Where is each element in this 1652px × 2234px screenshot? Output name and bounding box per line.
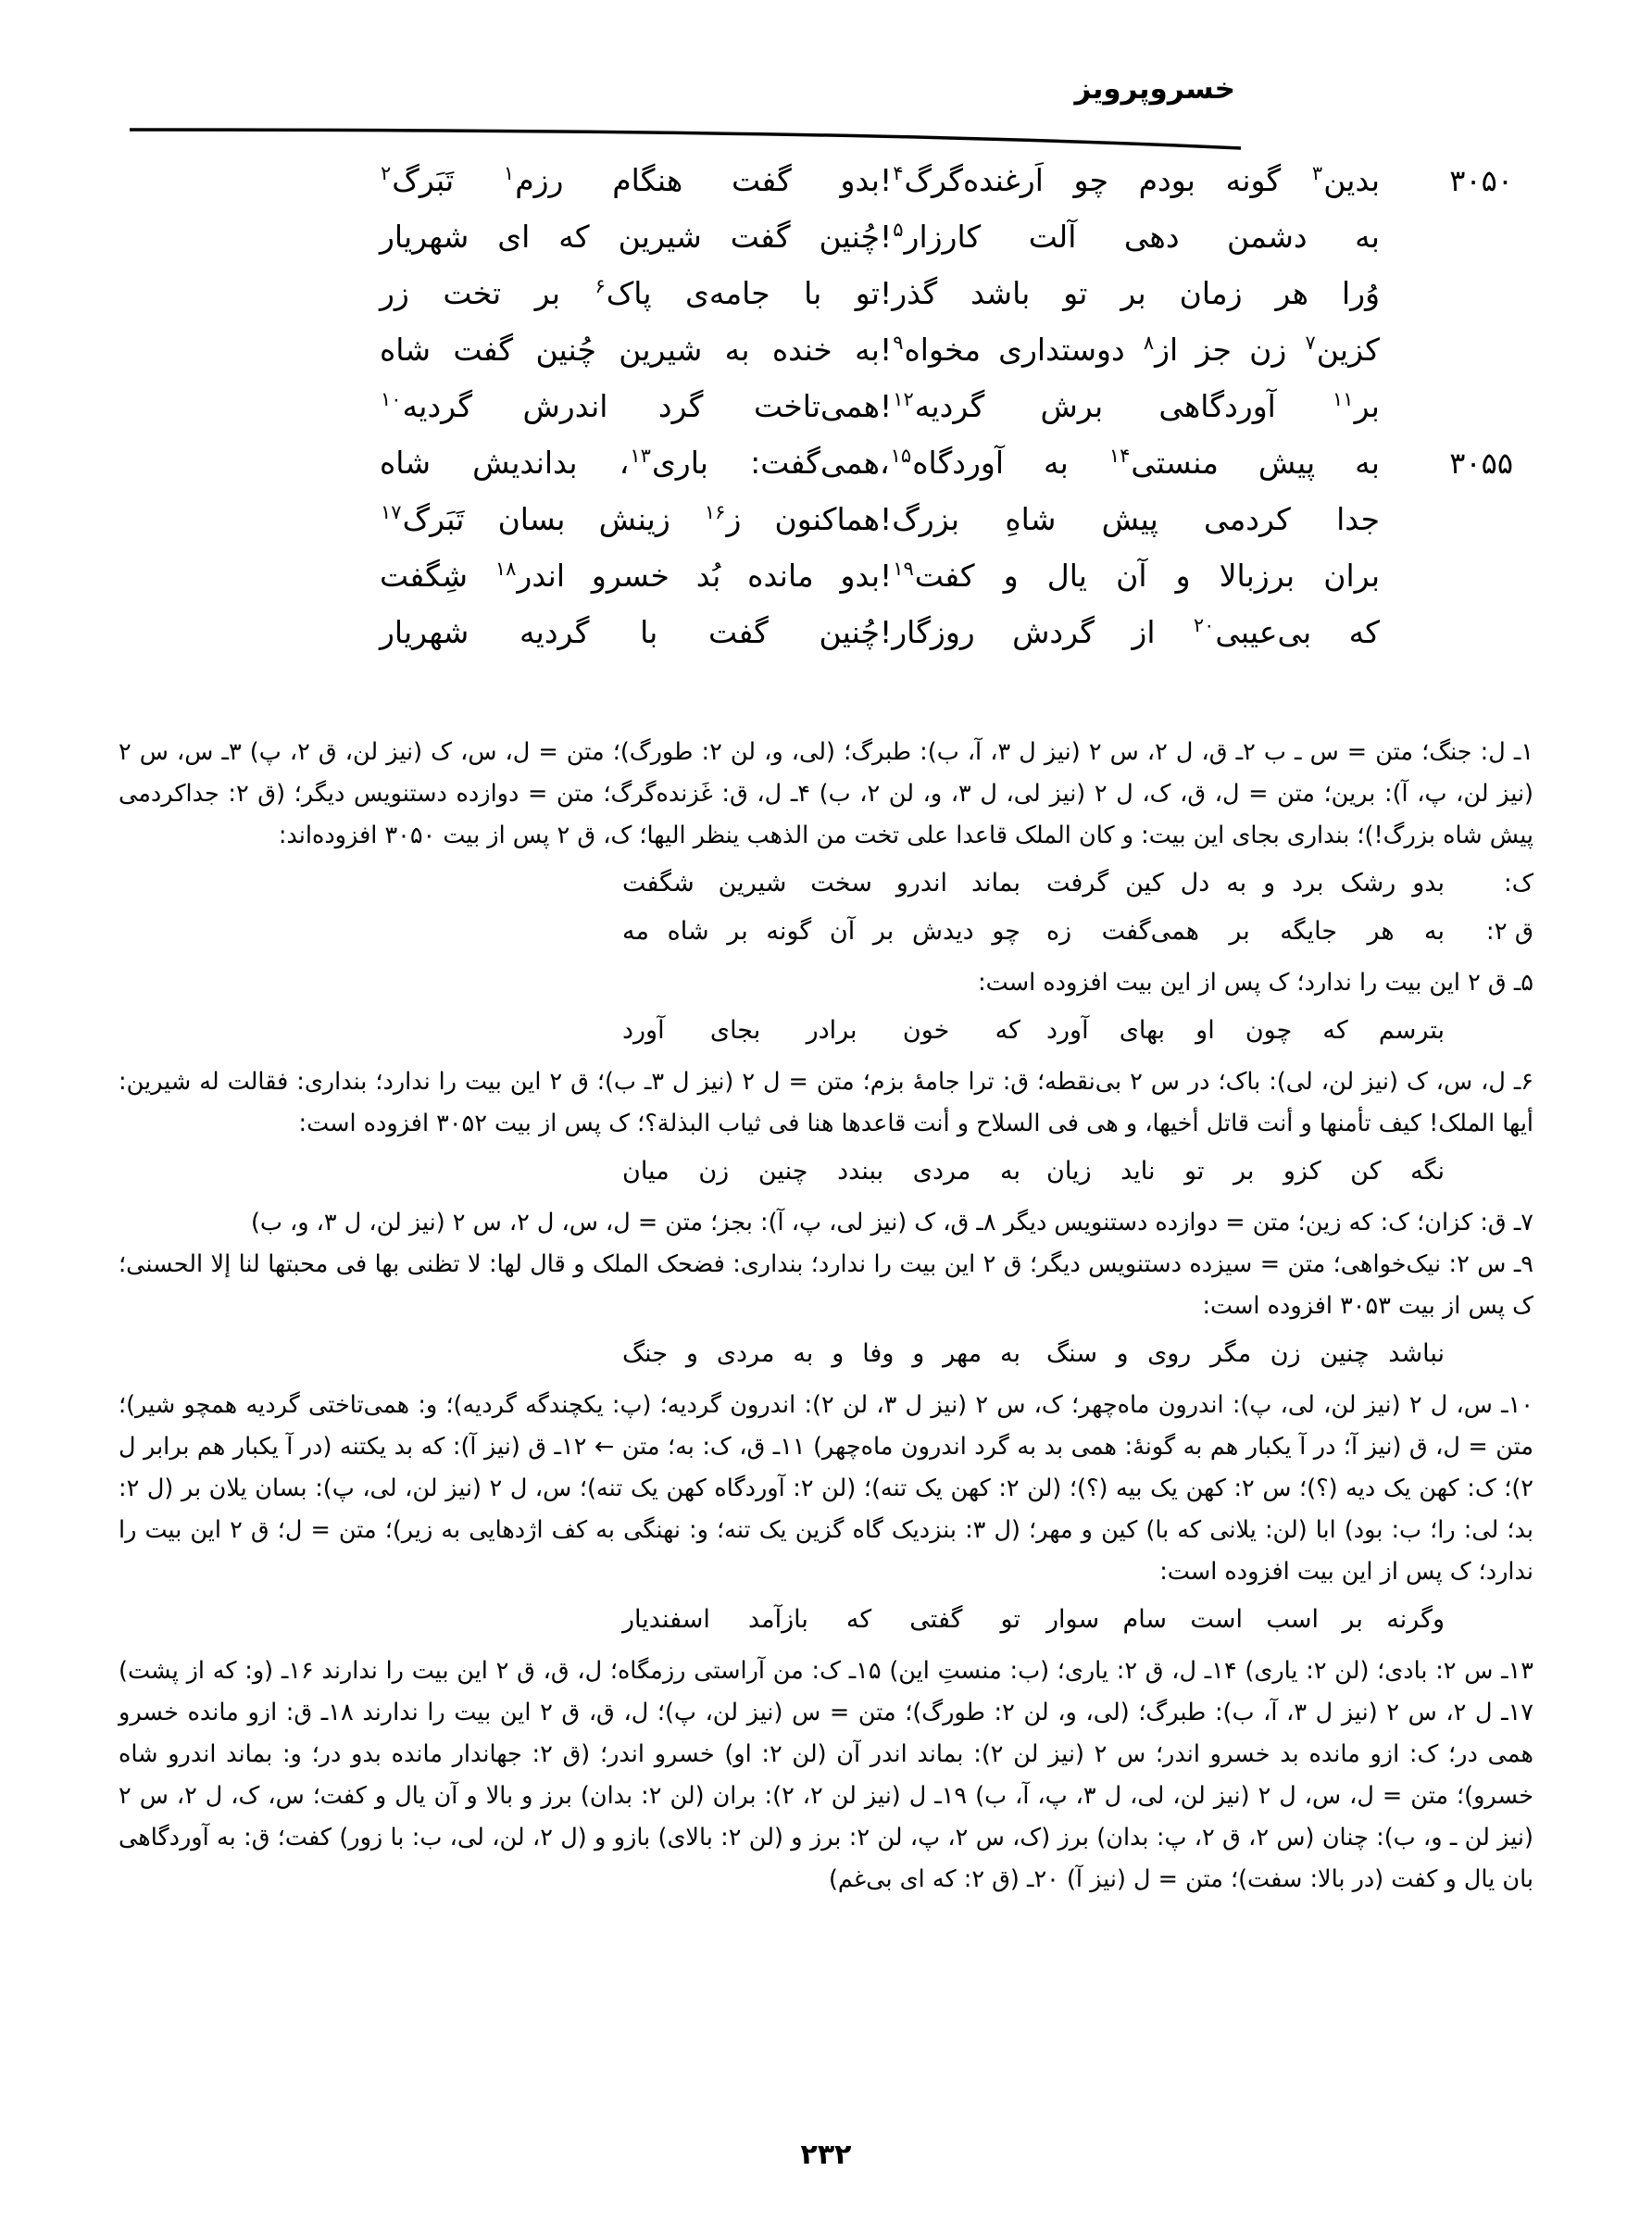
inset-hemistich-left: به هر جایگه بر همی‌گفت زه [1046, 917, 1445, 946]
footnote-marker: ۵ [893, 219, 904, 241]
hemistich-text: همی‌گفت: باری [651, 445, 880, 481]
hemistich-text-tail: بر تخت زر [380, 275, 594, 311]
hemistich-left: بدین$^۳$ گونه بودم چو اَرغنده‌گرگ$^۴$! [880, 162, 1380, 198]
hemistich-text-tail: آوردگاهی برش گردیه [914, 388, 1333, 424]
inset-verse-group [119, 862, 1533, 959]
footnote-marker: ۳ [1311, 162, 1323, 184]
inset-hemistich-right: تو گفتی که بازآمد اسفندیار [622, 1605, 1020, 1634]
inset-verse-line [119, 1599, 1533, 1647]
footnote-marker: ۱۵ [890, 445, 912, 467]
inset-hemistich-right: چو دیدش بر آن گونه بر شاه مه [622, 917, 1020, 946]
inset-hemistich-right: بماند اندرو سخت شیرین شگفت [622, 869, 1020, 897]
hemistich-text: وُرا هر زمان بر تو باشد گذر [892, 275, 1380, 311]
verse-line [139, 388, 1513, 445]
hemistich-right [363, 388, 880, 424]
running-head-title: خسروپرویز [1074, 72, 1235, 106]
footnote-marker: ۸ [1143, 332, 1155, 354]
inset-hemistich-left: نباشد چنین زن مگر روی و سنگ [1046, 1339, 1445, 1368]
hemistich-right [363, 614, 880, 650]
apparatus-note: ۵ـ ق ۲ این بیت را ندارد؛ ک پس از این بیت افزوده است: [978, 969, 1533, 997]
verse-line [139, 445, 1513, 501]
verse-line [139, 219, 1513, 275]
hemistich-text-tail: شِگفت [380, 558, 494, 594]
apparatus-note: ۹ـ س ۲: نیک‌خواهی؛ متن = سیزده دستنویس دیگر؛ ق ۲ این بیت را ندارد؛ بنداری: فضحک الملک و قال لها: لا تظنی بها فی محبتها لنا إلا الحسنی؛ ک پس از بیت ۳۰۵۳ افزوده است: [119, 1250, 1533, 1320]
hemistich-text: کزین [1316, 332, 1380, 368]
hemistich-text: به دشمن دهی آلت کارزار [904, 219, 1380, 255]
hemistich-text-tail: زینش بسان تَبَرگ [402, 501, 704, 537]
hemistich-text-tail: زن جز از [1155, 332, 1305, 368]
hemistich-text: بدین [1323, 162, 1380, 198]
hemistich-left: کزین$^۷$ زن جز از$^۸$ دوستداری مخواه$^۹$! [880, 332, 1380, 368]
inset-verse-line [119, 910, 1533, 959]
hemistich-left: بر$^{۱۱}$ آوردگاهی برش گردیه$^{۱۲}$! [880, 388, 1380, 424]
hemistich-text-tail: به آوردگاه [912, 445, 1108, 481]
hemistich-text: بر [1354, 388, 1380, 424]
exclamation: ! [880, 614, 893, 650]
hemistich-left [880, 501, 1396, 537]
footnote-marker: ۲۰ [1193, 614, 1215, 636]
inset-verse-line [119, 862, 1533, 910]
verse-line [139, 332, 1513, 388]
hemistich-text: چُنین گفت با گردیه شهریار [380, 614, 880, 650]
hemistich-left: بران برزبالا و آن یال و کفت$^{۱۹}$! [880, 558, 1380, 594]
footnote-marker: ۹ [893, 332, 904, 354]
inset-verse-line [119, 1150, 1533, 1199]
exclamation: ! [880, 501, 893, 537]
inset-hemistich-left: بترسم که چون او بهای آورد [1046, 1016, 1445, 1045]
inset-verse-group [119, 1333, 1533, 1381]
hemistich-text: همی‌تاخت گرد اندرش گردیه [402, 388, 880, 424]
verse-line [139, 162, 1513, 219]
hemistich-text-tail: ، بداندیش شاه [380, 445, 630, 481]
footnote-marker: ۱۹ [893, 558, 914, 580]
exclamation: ! [880, 275, 893, 311]
hemistich-text: به خنده به شیرین چُنین گفت شاه [380, 332, 880, 368]
apparatus-note: ۱ـ ل: جنگ؛ متن = س ـ ب ۲ـ ق، ل ۲، س ۲ (نیز ل ۳، آ، ب): طبرگ؛ (لی، و، لن ۲: طورگ)؛ متن = ل، س، ک (نیز لن، ق ۲، پ) ۳ـ س، س ۲ (نیز لن، پ، آ): برین؛ متن = ل، ق، ک، ل ۲ (نیز لی، ل ۳، و، لن ۲، ب) ۴ـ ل، ق: غَزنده‌گرگ؛ متن = دوازده دستنویس دیگر؛ (ق ۲: جداکردمی پیش شاه بزرگ!)؛ بنداری بجای این بیت: و کان الملک قاعدا علی تخت من الذهب ینظر الیها؛ ک، ق ۲ پس از بیت ۳۰۵۰ افزوده‌اند: [119, 738, 1534, 849]
verse-block [139, 162, 1513, 671]
inset-hemistich-left: وگرنه بر اسب است سام سوار [1046, 1605, 1445, 1634]
inset-hemistich-right: به مهر و وفا و به مردی و جنگ [622, 1339, 1020, 1368]
footnote-marker: ۱ [503, 162, 515, 184]
hemistich-right [363, 501, 880, 537]
hemistich-text: چُنین گفت شیرین که ای شهریار [380, 219, 880, 255]
hemistich-text-tail: گونه بودم چو اَرغنده‌گرگ [904, 162, 1311, 198]
hemistich-left [880, 614, 1396, 650]
footnote-marker: ۱۲ [893, 388, 914, 410]
manuscript-siglum: ق ۲: [1485, 918, 1533, 946]
hemistich-text: به پیش منستی [1131, 445, 1380, 481]
inset-verse-group [119, 1010, 1533, 1058]
hemistich-text: تو با جامه‌ی پاک [606, 275, 880, 311]
inset-hemistich-left: بدو رشک برد و به دل کین گرفت [1046, 869, 1445, 897]
hemistich-text: که بی‌عیبی [1215, 614, 1380, 650]
hemistich-text-tail: از گردش روزگار [892, 614, 1193, 650]
hemistich-right [363, 558, 880, 594]
footnote-marker: ۴ [893, 162, 904, 184]
page-number: ۲۳۲ [800, 2139, 852, 2171]
inset-hemistich-right: که خون برادر بجای آورد [622, 1016, 1020, 1045]
inset-verse-line [119, 1333, 1533, 1381]
hemistich-right [363, 219, 880, 255]
apparatus-note: ۱۰ـ س، ل ۲ (نیز لن، لی، پ): اندرون ماه‌چهر؛ ک، س ۲ (نیز ل ۳، لن ۲): اندرون گردیه؛ (پ: یکچندگه گردیه)؛ و: همی‌تاختی گردیه همچو شیر)؛ متن = ل، ق (نیز آ؛ در آ یکبار هم به گونهٔ: همی بد به گرد اندرون ماه‌چهر) ۱۱ـ ق، ک: به؛ متن ← ۱۲ـ ق (نیز آ): که بد یکتنه (در آ یکبار هم برابر ل ۲)؛ ک: کهن یک دیه (؟)؛ س ۲: کهن یک بیه (؟)؛ (لن ۲: کهن یک تنه)؛ (لن ۲: آوردگاه کهن یک تنه)؛ س، ل ۲ (نیز لن، لی، پ): بسان یلان بر (ل ۲: بد؛ لی: را؛ ب: بود) ابا (لن: یلانی که با) کین و مهر؛ (ل ۳: بنزدیک گاه گزین یک تنه؛ و: نهنگی به کف اژدهایی به زیر)؛ متن = ل؛ ق ۲ این بیت را ندارد؛ ک پس از این بیت افزوده است: [119, 1391, 1534, 1586]
hemistich-left [880, 275, 1396, 311]
apparatus-note: ۷ـ ق: کزان؛ ک: که زین؛ متن = دوازده دستنویس دیگر ۸ـ ق، ک (نیز لی، پ، آ): بجز؛ متن = ل، س، ل ۲، س ۲ (نیز لن، ل ۳، و، ب) [250, 1209, 1533, 1236]
header-rule [130, 117, 1522, 154]
footnote-marker: ۲ [381, 162, 392, 184]
manuscript-siglum: ک: [1503, 870, 1533, 897]
inset-verse-group [119, 1599, 1533, 1647]
running-head [130, 72, 1522, 128]
footnote-marker: ۱۷ [381, 501, 402, 523]
hemistich-right [363, 332, 880, 368]
footnote-marker: ۱۳ [630, 445, 651, 467]
inset-hemistich-left: نگه کن کزو بر تو ناید زیان [1046, 1157, 1445, 1186]
apparatus-note: ۶ـ ل، س، ک (نیز لن، لی): باک؛ در س ۲ بی‌نقطه؛ ق: ترا جامهٔ بزم؛ متن = ل ۲ (نیز ل ۳ـ ب)؛ ق ۲ این بیت را ندارد؛ بنداری: فقالت له شیرین: أیها الملک! کیف تأمنها و أنت قاتل أخیها، و هی فی السلاح و أنت قاعدها هنا فی ثیاب البذلة؟؛ ک پس از بیت ۳۰۵۲ افزوده است: [119, 1068, 1533, 1137]
footnote-marker: ۱۱ [1333, 388, 1354, 410]
hemistich-right [363, 275, 880, 311]
hemistich-text-tail: تَبَرگ [392, 162, 503, 198]
hemistich-left: به پیش منستی$^{۱۴}$ به آوردگاه$^{۱۵}$، [880, 445, 1380, 481]
verse-line [139, 275, 1513, 332]
hemistich-right [363, 445, 880, 481]
hemistich-text: بدو مانده بُد خسرو اندر [517, 558, 880, 594]
inset-verse-group [119, 1150, 1533, 1199]
footnote-marker: ۱۶ [704, 501, 726, 523]
hemistich-text: بران برزبالا و آن یال و کفت [914, 558, 1380, 594]
verse-line [139, 501, 1513, 558]
hemistich-text: جدا کردمی پیش شاهِ بزرگ [892, 501, 1380, 537]
inset-verse-line [119, 1010, 1533, 1058]
apparatus-note: ۱۳ـ س ۲: بادی؛ (لن ۲: یاری) ۱۴ـ ل، ق ۲: یاری؛ (ب: منستِ این) ۱۵ـ ک: من آراستی رزمگاه؛ ل، ق، ق ۲ این بیت را ندارند ۱۶ـ (و: که از پشت) ۱۷ـ ل ۲، س ۲ (نیز ل ۳، آ، ب): طبرگ؛ (لی، و، لن ۲: طورگ)؛ متن = س (نیز لن، پ)؛ ل، ق، ق ۲ این بیت را ندارند ۱۸ـ ق: ازو مانده خسرو همی در؛ ک: ازو مانده بد خسرو اندر؛ س ۲ (نیز لن ۲): بماند اندر آن (لن ۲: او) خسرو اندر؛ (ق ۲: جهاندار مانده بدو در؛ و: بماند اندرو شاه خسرو)؛ متن = ل، س، ل ۲ (نیز لن، لی، ل ۳، پ، آ، ب) ۱۹ـ ل (نیز لن ۲، ۲): بران (لن ۲: بدان) برز و بالا و آن یال و کفت؛ س، ک، ل ۲، س ۲ (نیز لن ـ و، ب): چنان (س ۲، ق ۲، پ: بدان) برز (ک، س ۲، پ، لن ۲: برز و (لن ۲: بالای) بازو و (ل ۲، لن، لی، ب: با زور) کفت؛ ق: به آوردگاهی بان یال و کفت (در بالا: سفت)؛ متن = ل (نیز آ) ۲۰ـ (ق ۲: که ای بی‌غم) [119, 1657, 1534, 1893]
footnote-marker: ۶ [594, 275, 606, 297]
footnote-marker: ۱۴ [1108, 445, 1131, 467]
verse-number: ۳۰۵۰ [1449, 163, 1513, 198]
hemistich-text: هماکنون ز [726, 501, 880, 537]
hemistich-left: به دشمن دهی آلت کارزار$^۵$! [880, 219, 1380, 255]
footnote-marker: ۱۸ [494, 558, 517, 580]
hemistich-right [363, 162, 880, 198]
inset-hemistich-right: به مردی ببندد چنین زن میان [622, 1157, 1020, 1186]
hemistich-text: بدو گفت هنگام رزم [515, 162, 880, 198]
hemistich-text-tail2: دوستداری مخواه [904, 332, 1143, 368]
footnote-marker: ۷ [1305, 332, 1316, 354]
verse-number: ۳۰۵۵ [1449, 446, 1513, 481]
critical-apparatus [119, 732, 1533, 1901]
verse-line [139, 614, 1513, 671]
footnote-marker: ۱۰ [381, 388, 402, 410]
verse-line [139, 558, 1513, 614]
